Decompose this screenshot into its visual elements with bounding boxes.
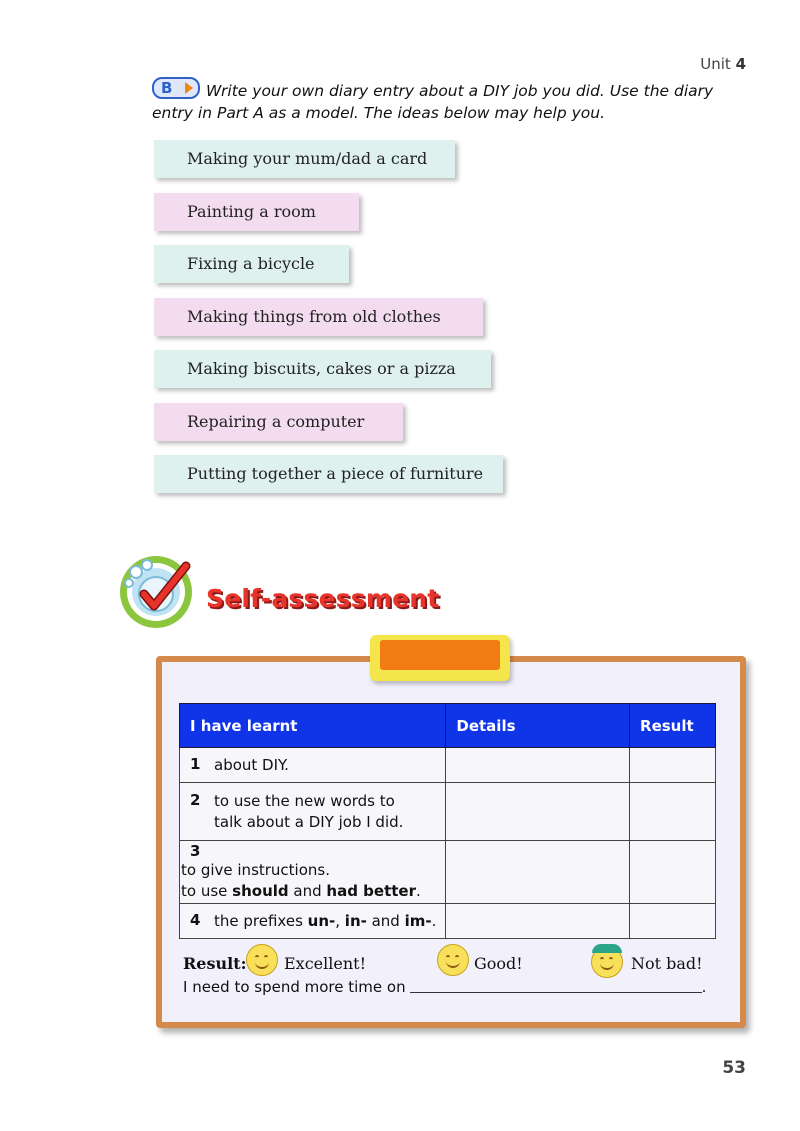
need-more-time-text: I need to spend more time on	[183, 978, 406, 996]
row-number: 2	[190, 790, 201, 809]
idea-strip: Fixing a bicycle	[154, 245, 349, 283]
row-text: about DIY.	[214, 755, 289, 774]
table-row	[180, 748, 716, 783]
table-row	[180, 841, 716, 904]
details-cell[interactable]	[446, 904, 630, 939]
rating-good: Good!	[474, 954, 523, 973]
self-assessment-title: Self-assessment	[206, 584, 440, 613]
section-b-badge-icon	[152, 77, 200, 99]
result-cell[interactable]	[630, 748, 716, 783]
column-header-result: Result	[630, 704, 716, 748]
row-text: to use the new words to talk about a DIY job I did.	[214, 791, 404, 831]
excellent-smiley-icon	[246, 944, 278, 976]
table-row	[180, 783, 716, 841]
page-number: 53	[722, 1058, 746, 1078]
result-cell[interactable]	[630, 783, 716, 841]
not-bad-smiley-icon	[591, 946, 623, 978]
result-legend	[183, 944, 713, 980]
table-row	[180, 904, 716, 939]
unit-label: Unit	[700, 55, 731, 73]
board-tab	[370, 635, 510, 681]
unit-header	[700, 55, 746, 73]
good-smiley-icon	[437, 944, 469, 976]
table-header-row	[180, 704, 716, 748]
row-number: 4	[190, 910, 201, 929]
badge-letter: B	[161, 79, 173, 97]
self-assessment-table	[179, 703, 716, 939]
result-cell[interactable]	[630, 841, 716, 904]
column-header-learnt: I have learnt	[180, 704, 446, 748]
idea-strip: Painting a room	[154, 193, 359, 231]
instruction-text: Write your own diary entry about a DIY job you did. Use the diary entry in Part A as a model. The ideas below may help you.	[152, 82, 714, 122]
row-text: the prefixes un-, in- and im-.	[214, 911, 437, 930]
details-cell[interactable]	[446, 783, 630, 841]
board-tab-inner	[380, 640, 500, 670]
idea-strip: Making biscuits, cakes or a pizza	[154, 350, 491, 388]
idea-strip: Making your mum/dad a card	[154, 140, 455, 178]
result-cell[interactable]	[630, 904, 716, 939]
idea-strip: Repairing a computer	[154, 403, 403, 441]
need-more-time-line: I need to spend more time on .	[183, 978, 707, 996]
details-cell[interactable]	[446, 748, 630, 783]
rating-not-bad: Not bad!	[631, 954, 703, 973]
row-number: 3	[190, 842, 201, 860]
need-more-time-blank[interactable]	[410, 992, 702, 993]
result-label: Result:	[183, 954, 247, 973]
rating-excellent: Excellent!	[284, 954, 366, 973]
row-text: to give instructions. to use should and had better.	[181, 861, 421, 900]
section-b-instruction	[152, 77, 742, 124]
row-number: 1	[190, 754, 201, 773]
ideas-list	[154, 140, 503, 508]
unit-number: 4	[735, 55, 746, 73]
details-cell[interactable]	[446, 841, 630, 904]
column-header-details: Details	[446, 704, 630, 748]
self-assessment-checkmark-icon	[116, 550, 196, 630]
idea-strip: Putting together a piece of furniture	[154, 455, 503, 493]
idea-strip: Making things from old clothes	[154, 298, 483, 336]
arrow-icon	[185, 82, 193, 94]
